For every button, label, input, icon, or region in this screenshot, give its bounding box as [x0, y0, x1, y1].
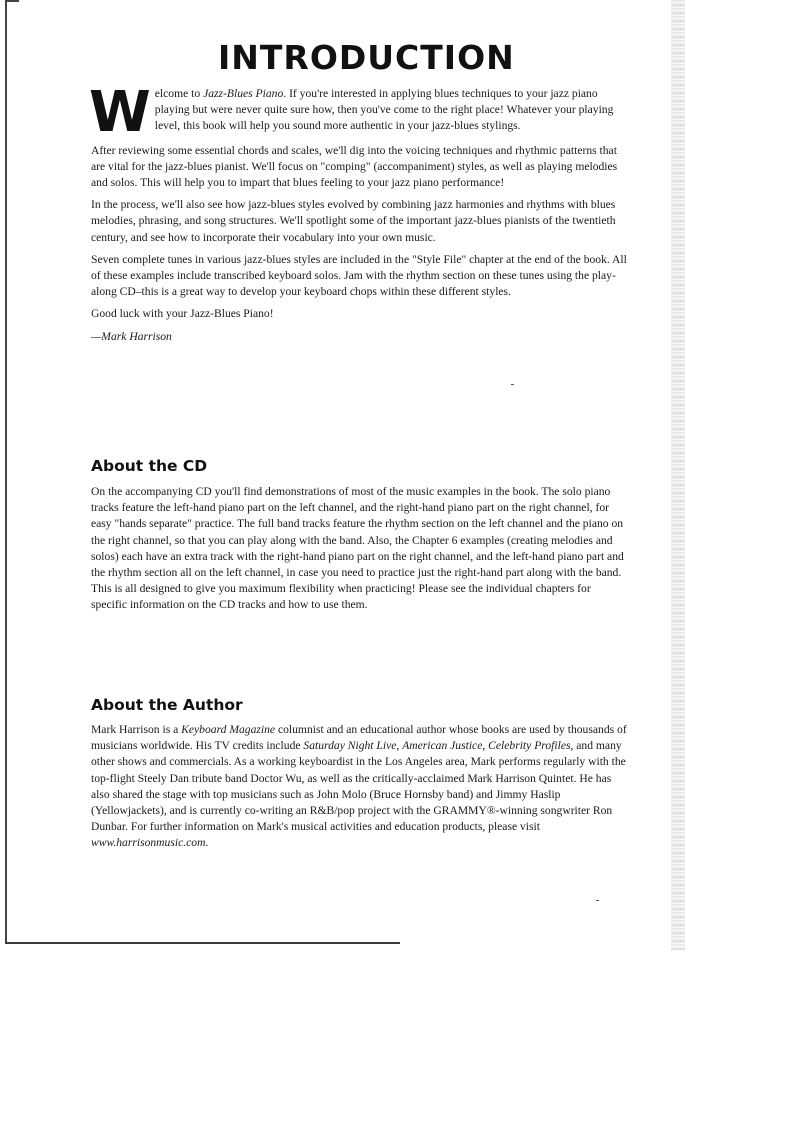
intro-paragraph-2: After reviewing some essential chords and scales, we'll dig into the voicing techniques and rhythmic patterns that are vital for the jazz-blues pianist. We'll focus on "comping" (accompaniment) styles, as well as playing melodies and solos. This will help you to impart that blues feeling to your jazz piano performance!	[91, 143, 618, 190]
scan-speck	[596, 900, 599, 901]
website-link[interactable]: www.harrisonmusic.com	[91, 836, 206, 850]
about-author-paragraph: Mark Harrison is a Keyboard Magazine columnist and an educational author whose books are used by thousands of musicians worldwide. His TV credits include Saturday Night Live, American Justice, Celebrity Profiles, and many other shows and commercials. As a working keyboardist in the Los Angeles area, Mark performs regularly with the top-flight Steely Dan tribute band Doctor Wu, as well as the critically-acclaimed Mark Harrison Quintet. He has also shared the stage with top musicians such as John Molo (Bruce Hornsby band) and Jimmy Haslip (Yellowjackets), and is currently co-writing an R&B/pop project with the GRAMMY®-winning songwriter Ron Dunbar. For further information on Mark's musical activities and education products, please visit www.harrisonmusic.com.	[91, 723, 627, 850]
introduction-body	[89, 80, 627, 351]
scan-corner-mark	[5, 0, 19, 2]
tv-credit: Celebrity Profiles	[488, 739, 571, 753]
tv-credit: American Justice	[402, 739, 483, 753]
intro-paragraph-5: Good luck with your Jazz-Blues Piano!	[91, 307, 274, 321]
about-author-body	[91, 722, 627, 858]
scan-bottom-rule	[5, 942, 400, 944]
about-cd-body	[91, 484, 627, 620]
about-cd-paragraph: On the accompanying CD you'll find demonstrations of most of the music examples in the book. The solo piano tracks feature the left-hand piano part on the left channel, and the right-hand piano part on the right channel, for easy "hands separate" practice. The full band tracks feature the rhythm section on the left channel and the piano on the right channel, so that you can play along with the band. Also, the Chapter 6 examples (creating melodies and solos) each have an extra track with the right-hand piano part on the right channel, and the left-hand piano part and the rhythm section all on the left channel, in case you need to practice just the right-hand part along with the band. This is all designed to give you maximum flexibility when practicing! Please see the individual chapters for specific information on the CD tracks and how to use them.	[91, 485, 624, 612]
author-signature: —Mark Harrison	[91, 329, 172, 343]
about-author-heading: About the Author	[91, 696, 243, 714]
scan-speck	[511, 384, 514, 385]
book-title: Jazz-Blues Piano	[203, 87, 284, 100]
magazine-name: Keyboard Magazine	[181, 723, 276, 736]
page-title: INTRODUCTION	[218, 38, 515, 77]
tv-credit: Saturday Night Live	[303, 739, 397, 753]
drop-cap: W	[89, 80, 151, 145]
intro-paragraph-4: Seven complete tunes in various jazz-blues styles are included in the "Style File" chapter at the end of the book. All of these examples include transcribed keyboard solos. Jam with the rhythm section on these tunes using the play-along CD–this is a great way to develop your keyboard chops within these different styles.	[91, 252, 627, 299]
scan-right-edge-noise	[671, 0, 685, 950]
intro-paragraph-3: In the process, we'll also see how jazz-blues styles evolved by combining jazz harmonies and rhythms with blues melodies, phrasing, and song structures. We'll spotlight some of the important jazz-blues pianists of the twentieth century, and see how to incorporate their vocabulary into your own music.	[91, 198, 616, 244]
about-cd-heading: About the CD	[91, 457, 208, 475]
intro-paragraph-1: Welcome to Jazz-Blues Piano. If you're interested in applying blues techniques to your jazz piano playing but were never quite sure how, then you've come to the right place! Whatever your playing level, this book will help you sound more authentic in your jazz-blues stylings.	[89, 80, 614, 145]
scan-left-edge	[5, 0, 7, 944]
